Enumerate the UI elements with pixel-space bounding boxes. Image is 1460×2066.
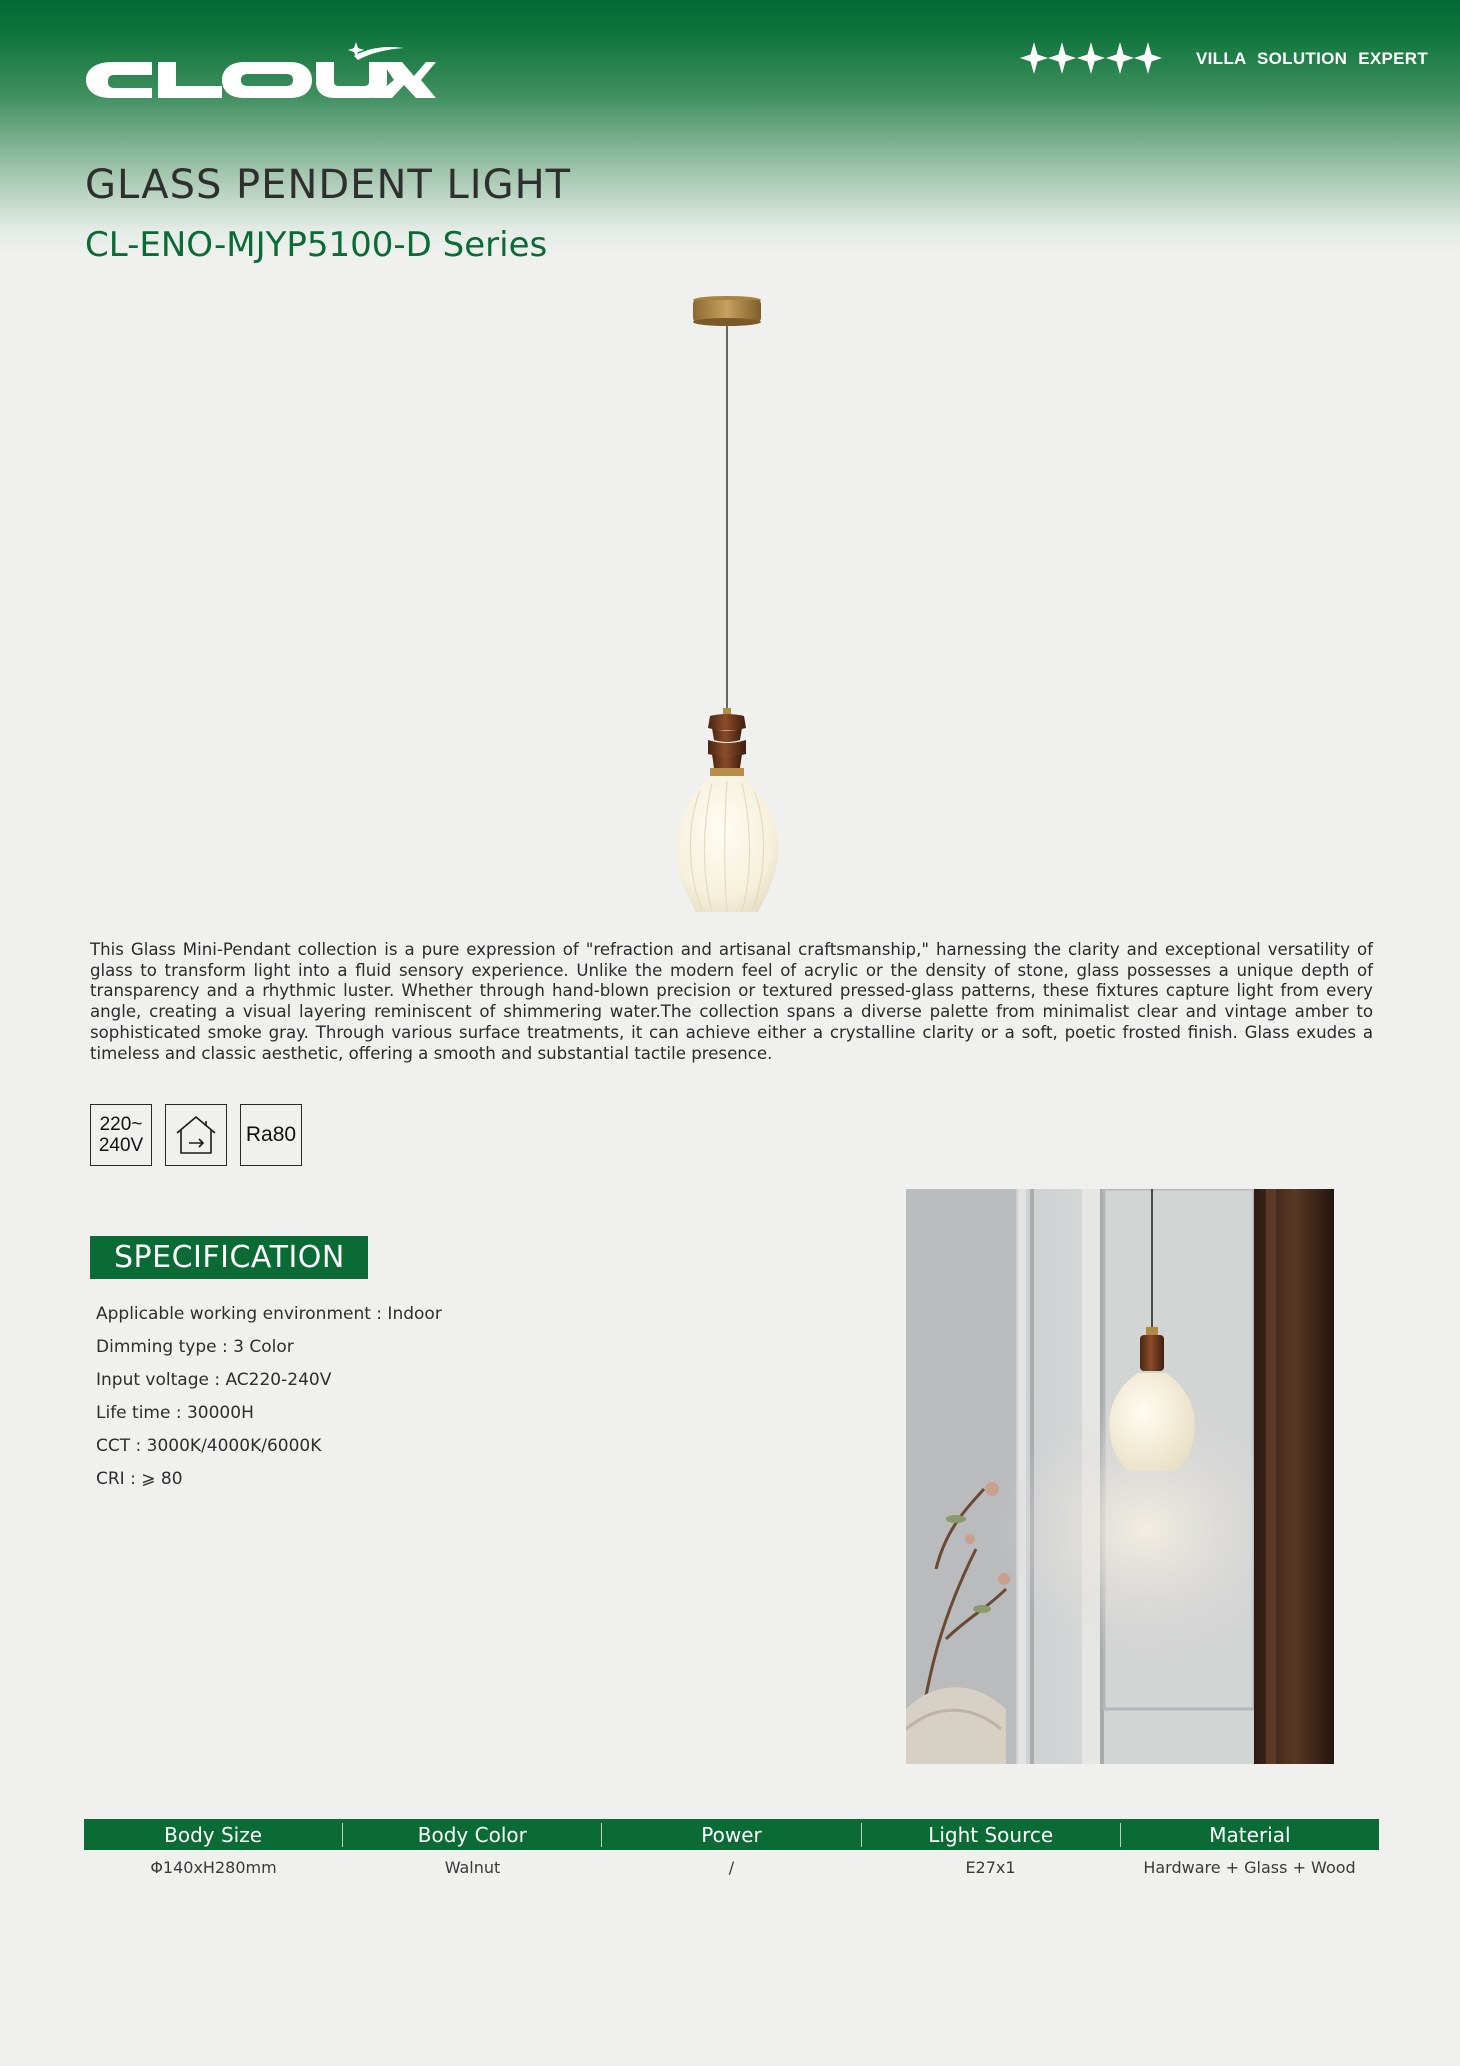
product-spec-table — [84, 1819, 1379, 1884]
cell-body-size: Φ140xH280mm — [150, 1857, 277, 1877]
header-power: Power — [601, 1823, 860, 1847]
header-band — [0, 0, 1460, 255]
brand-tagline: VILLA SOLUTION EXPERT — [1196, 49, 1429, 68]
voltage-line-2: 240V — [98, 1135, 144, 1156]
pendant-light-product-image — [660, 296, 790, 916]
voltage-line-1: 220~ — [99, 1114, 143, 1135]
spec-cri: CRI : ⩾ 80 — [96, 1469, 183, 1489]
spec-cct: CCT : 3000K/4000K/6000K — [96, 1436, 322, 1456]
cell-power: / — [728, 1857, 735, 1877]
table-header-row — [84, 1819, 1379, 1850]
cloux-logo — [84, 42, 436, 102]
specification-list — [96, 1302, 442, 1500]
header-body-size: Body Size — [164, 1822, 263, 1847]
product-title: GLASS PENDENT LIGHT — [85, 162, 572, 208]
spec-environment: Applicable working environment : Indoor — [96, 1304, 442, 1324]
header-body-color: Body Color — [342, 1823, 601, 1847]
cell-material: Hardware + Glass + Wood — [1143, 1857, 1356, 1877]
room-scene-photo — [906, 1189, 1334, 1764]
voltage-badge — [90, 1104, 152, 1166]
spec-life-time: Life time : 30000H — [96, 1403, 254, 1423]
header-material: Material — [1120, 1823, 1379, 1847]
product-series: CL-ENO-MJYP5100-D Series — [85, 225, 548, 265]
cell-body-color: Walnut — [444, 1857, 501, 1877]
cri-label: Ra80 — [245, 1123, 297, 1146]
table-row — [84, 1850, 1379, 1884]
specification-heading: SPECIFICATION — [90, 1236, 368, 1279]
feature-icons — [90, 1104, 302, 1166]
indoor-house-icon — [165, 1104, 227, 1166]
cri-badge — [240, 1104, 302, 1166]
spec-input-voltage: Input voltage : AC220-240V — [96, 1370, 332, 1390]
product-description: This Glass Mini-Pendant collection is a pure expression of "refraction and artisanal craftsmanship," harnessing the clarity and exceptional versatility of glass to transform light into a fluid sensory experience. Unlike the modern feel of acrylic or the density of stone, glass possesses a unique depth of transparency and a rhythmic luster. Whether through hand-blown precision or textured pressed-glass patterns, these fixtures capture light from every angle, creating a visual layering reminiscent of shimmering water.The collection spans a diverse palette from minimalist clear and vintage amber to sophisticated smoke gray. Through various surface treatments, it can achieve either a crystalline clarity or a soft, poetic frosted finish. Glass exudes a timeless and classic aesthetic, offering a smooth and substantial tactile presence. — [90, 940, 1373, 1063]
cell-light-source: E27x1 — [965, 1857, 1016, 1877]
header-light-source: Light Source — [861, 1823, 1120, 1847]
spec-dimming: Dimming type : 3 Color — [96, 1337, 294, 1357]
five-star-rating-icon — [1020, 40, 1162, 76]
